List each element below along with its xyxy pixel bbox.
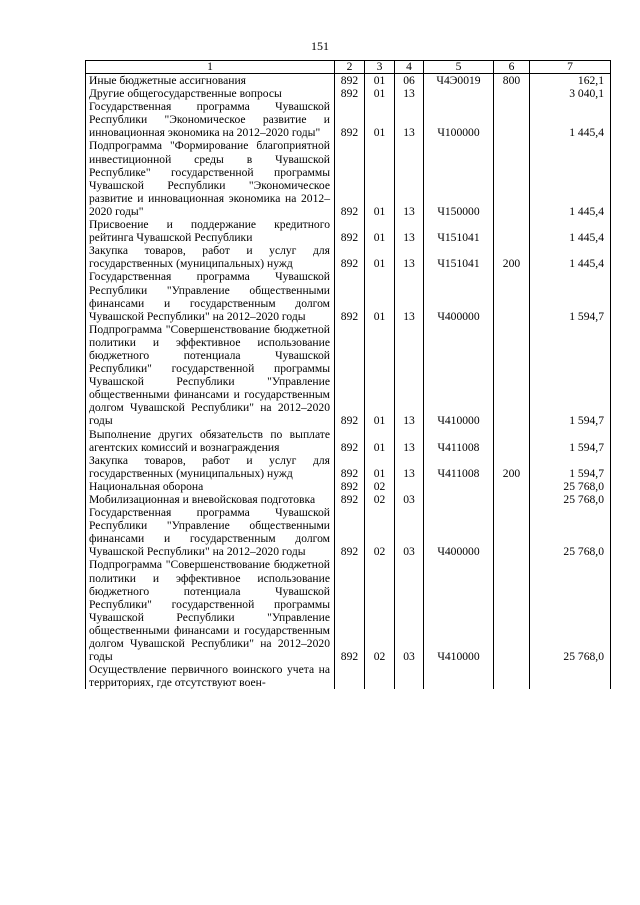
row-section: 01	[365, 74, 395, 88]
row-subsection: 13	[395, 100, 424, 139]
row-ministry: 892	[335, 87, 365, 100]
table-row	[86, 323, 611, 428]
row-subsection: 03	[395, 506, 424, 558]
row-expense-type	[494, 323, 530, 428]
row-name: Государственная программа Чувашской Республики "Экономическое развитие и инновационная экономика на 2012–2020 годы"	[86, 100, 335, 139]
row-section: 01	[365, 244, 395, 270]
row-expense-type: 200	[494, 454, 530, 480]
table-row	[86, 480, 611, 493]
row-section: 01	[365, 454, 395, 480]
row-expense-type	[494, 270, 530, 322]
table-row	[86, 218, 611, 244]
budget-table	[85, 60, 611, 689]
row-name: Подпрограмма "Формирование благоприятной инвестиционной среды в Чувашской Республике" государственной программы Чувашской Республики "Экономическое развитие и инновационная экономика на 2012–2020 годы"	[86, 139, 335, 218]
row-subsection: 13	[395, 244, 424, 270]
table-row	[86, 663, 611, 689]
row-amount: 25 768,0	[530, 480, 611, 493]
row-name: Подпрограмма "Совершенствование бюджетной политики и эффективное использование бюджетного потенциала Чувашской Республики" государственной программы Чувашской Республики "Управление общественными финансами и государственным долгом Чувашской Республики" на 2012–2020 годы	[86, 558, 335, 663]
row-target: Ч410000	[424, 323, 494, 428]
table-row	[86, 428, 611, 454]
row-name: Государственная программа Чувашской Республики "Управление общественными финансами и государственным долгом Чувашской Республики" на 2012–2020 годы	[86, 506, 335, 558]
row-section: 02	[365, 493, 395, 506]
row-expense-type	[494, 663, 530, 689]
row-target: Ч400000	[424, 506, 494, 558]
row-ministry: 892	[335, 139, 365, 218]
row-ministry: 892	[335, 493, 365, 506]
row-target: Ч411008	[424, 428, 494, 454]
row-target: Ч150000	[424, 139, 494, 218]
row-name: Закупка товаров, работ и услуг для государственных (муниципальных) нужд	[86, 454, 335, 480]
row-section: 01	[365, 323, 395, 428]
row-expense-type	[494, 139, 530, 218]
row-section: 02	[365, 558, 395, 663]
row-section: 02	[365, 506, 395, 558]
column-header: 3	[365, 61, 395, 74]
table-row	[86, 87, 611, 100]
row-subsection	[395, 663, 424, 689]
row-target: Ч411008	[424, 454, 494, 480]
row-expense-type	[494, 428, 530, 454]
row-expense-type	[494, 506, 530, 558]
row-amount: 25 768,0	[530, 506, 611, 558]
row-ministry: 892	[335, 558, 365, 663]
row-section: 01	[365, 139, 395, 218]
row-section: 01	[365, 428, 395, 454]
row-ministry: 892	[335, 74, 365, 88]
column-header: 2	[335, 61, 365, 74]
row-amount: 1 445,4	[530, 100, 611, 139]
row-subsection: 13	[395, 270, 424, 322]
row-ministry: 892	[335, 218, 365, 244]
row-target: Ч151041	[424, 218, 494, 244]
table-row	[86, 100, 611, 139]
row-subsection: 13	[395, 218, 424, 244]
page-number: 151	[311, 39, 329, 53]
row-subsection: 13	[395, 323, 424, 428]
row-amount: 3 040,1	[530, 87, 611, 100]
row-target	[424, 480, 494, 493]
row-section: 01	[365, 218, 395, 244]
row-amount: 1 445,4	[530, 139, 611, 218]
row-target: Ч100000	[424, 100, 494, 139]
column-header: 6	[494, 61, 530, 74]
row-name: Национальная оборона	[86, 480, 335, 493]
row-section: 02	[365, 480, 395, 493]
row-name: Иные бюджетные ассигнования	[86, 74, 335, 88]
row-name: Закупка товаров, работ и услуг для государственных (муниципальных) нужд	[86, 244, 335, 270]
row-subsection: 13	[395, 454, 424, 480]
row-name: Другие общегосударственные вопросы	[86, 87, 335, 100]
row-name: Присвоение и поддержание кредитного рейтинга Чувашской Республики	[86, 218, 335, 244]
row-ministry: 892	[335, 454, 365, 480]
row-section: 01	[365, 100, 395, 139]
row-target: Ч4Э0019	[424, 74, 494, 88]
table-row	[86, 493, 611, 506]
row-ministry: 892	[335, 323, 365, 428]
row-expense-type: 200	[494, 244, 530, 270]
row-expense-type	[494, 558, 530, 663]
row-subsection	[395, 480, 424, 493]
row-expense-type	[494, 87, 530, 100]
row-expense-type	[494, 493, 530, 506]
table-row	[86, 270, 611, 322]
row-ministry: 892	[335, 480, 365, 493]
row-target	[424, 663, 494, 689]
row-subsection: 06	[395, 74, 424, 88]
table-row	[86, 506, 611, 558]
row-section: 01	[365, 87, 395, 100]
row-section	[365, 663, 395, 689]
row-subsection: 13	[395, 428, 424, 454]
row-expense-type	[494, 218, 530, 244]
row-subsection: 03	[395, 493, 424, 506]
row-amount: 25 768,0	[530, 558, 611, 663]
row-target	[424, 493, 494, 506]
table-header-row	[86, 61, 611, 74]
row-amount: 1 445,4	[530, 218, 611, 244]
table-row	[86, 454, 611, 480]
row-subsection: 13	[395, 139, 424, 218]
table-row	[86, 139, 611, 218]
row-name: Осуществление первичного воинского учета на территориях, где отсутствуют воен-	[86, 663, 335, 689]
row-name: Подпрограмма "Совершенствование бюджетной политики и эффективное использование бюджетного потенциала Чувашской Республики" государственной программы Чувашской Республики "Управление общественными финансами и государственным долгом Чувашской Республики" на 2012–2020 годы	[86, 323, 335, 428]
table-row	[86, 244, 611, 270]
row-ministry: 892	[335, 506, 365, 558]
row-ministry: 892	[335, 270, 365, 322]
column-header: 5	[424, 61, 494, 74]
row-ministry: 892	[335, 428, 365, 454]
row-target: Ч410000	[424, 558, 494, 663]
column-header: 1	[86, 61, 335, 74]
row-section: 01	[365, 270, 395, 322]
row-amount: 25 768,0	[530, 493, 611, 506]
row-ministry: 892	[335, 244, 365, 270]
row-amount: 1 594,7	[530, 323, 611, 428]
row-ministry	[335, 663, 365, 689]
row-amount	[530, 663, 611, 689]
table-row	[86, 558, 611, 663]
table-row	[86, 74, 611, 88]
row-expense-type	[494, 100, 530, 139]
row-name: Государственная программа Чувашской Республики "Управление общественными финансами и государственным долгом Чувашской Республики" на 2012–2020 годы	[86, 270, 335, 322]
row-ministry: 892	[335, 100, 365, 139]
row-expense-type: 800	[494, 74, 530, 88]
row-amount: 1 594,7	[530, 270, 611, 322]
row-subsection: 13	[395, 87, 424, 100]
row-name: Выполнение других обязательств по выплате агентских комиссий и вознаграждения	[86, 428, 335, 454]
row-target	[424, 87, 494, 100]
row-target: Ч151041	[424, 244, 494, 270]
row-amount: 1 594,7	[530, 428, 611, 454]
row-name: Мобилизационная и вневойсковая подготовка	[86, 493, 335, 506]
column-header: 7	[530, 61, 611, 74]
row-target: Ч400000	[424, 270, 494, 322]
row-amount: 1 445,4	[530, 244, 611, 270]
column-header: 4	[395, 61, 424, 74]
row-subsection: 03	[395, 558, 424, 663]
row-amount: 162,1	[530, 74, 611, 88]
row-expense-type	[494, 480, 530, 493]
row-amount: 1 594,7	[530, 454, 611, 480]
